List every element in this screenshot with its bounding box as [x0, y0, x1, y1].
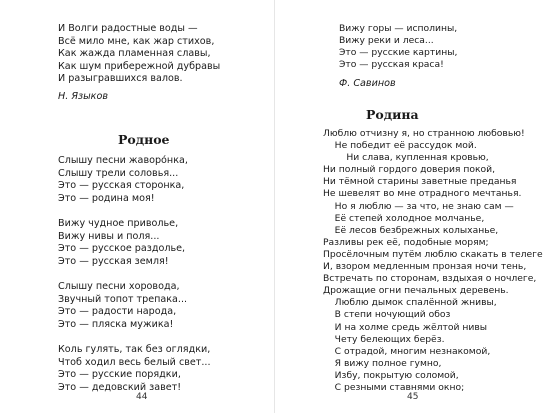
verse-line: Встречать по сторонам, вздыхая о ночлеге, — [323, 273, 537, 285]
verse-line: И разыгравшихся валов. — [58, 73, 183, 85]
verse-line: Это — русские картины, — [339, 47, 458, 59]
verse-line: Люблю дымок спалённой жнивы, — [323, 297, 497, 309]
verse-line: Коль гулять, так без оглядки, — [58, 343, 211, 355]
verse-line: В степи ночующий обоз — [323, 309, 451, 321]
verse-line: И, взором медленным пронзая ночи тень, — [323, 261, 527, 273]
verse-line: С резными ставнями окно; — [323, 381, 465, 393]
verse-line: Это — русское раздолье, — [58, 243, 186, 255]
verse-line: Чету белеющих берёз. — [323, 333, 445, 345]
stanza — [58, 344, 211, 394]
verse-line: Ни тёмной старины заветные преданья — [323, 176, 517, 188]
verse-line: И на холме средь жёлтой нивы — [323, 321, 488, 333]
verse-line: С отрадой, многим незнакомой, — [323, 345, 491, 357]
verse-line: Слышу песни жаворо́нка, — [58, 155, 188, 166]
verse-line: Вижу горы — исполины, — [339, 23, 458, 34]
page-number: 44 — [136, 392, 148, 402]
verse-line: Слышу песни хоровода, — [58, 280, 180, 292]
verse-line: Это — русская сторонка, — [58, 180, 185, 192]
right-page — [275, 0, 550, 413]
verse-line: Это — пляска мужика! — [58, 318, 174, 330]
verse-line: Это — русские порядки, — [58, 369, 181, 381]
verse-line: Не шевелят во мне отрадного мечтанья. — [323, 188, 522, 200]
page-number: 45 — [407, 392, 419, 402]
verse-line: Её лесов безбрежных колыханье, — [323, 224, 499, 236]
poem-body — [58, 155, 211, 394]
verse-line: Слышу трели соловья... — [58, 167, 179, 179]
verse-line: Звучный топот трепака... — [58, 293, 188, 305]
author-attribution: Ф. Савинов — [339, 78, 396, 89]
verse-line: Не победит её рассудок мой. — [323, 140, 477, 152]
verse-line: Её степей холодное молчанье, — [323, 212, 485, 224]
verse-line: Ни полный гордого доверия покой, — [323, 164, 496, 176]
verse-line: Вижу чудное приволье, — [58, 217, 179, 229]
verse-line: Это — радости народа, — [58, 306, 177, 318]
verse-line: Это — русская земля! — [58, 255, 169, 267]
verse-line: Ни слава, купленная кровью, — [323, 152, 489, 164]
verse-line: Просёлочным путём люблю скакать в телеге — [323, 248, 543, 260]
verse-line: Вижу нивы и поля... — [58, 230, 160, 242]
verse-line: Разливы рек её, подобные морям; — [323, 236, 489, 248]
verse-line: Я вижу полное гумно, — [323, 357, 442, 369]
stanza — [58, 218, 211, 268]
verse-line: Но я люблю — за что, не знаю сам — — [323, 200, 514, 212]
verse-line: Избу, покрытую соломой, — [323, 369, 459, 381]
verse-line: И Волги радостные воды — — [58, 23, 198, 34]
stanza-top — [58, 23, 220, 86]
verse-line: Чтоб ходил весь белый свет... — [58, 356, 211, 368]
verse-line: Это — дедовский завет! — [58, 381, 182, 393]
author-attribution: Н. Языков — [58, 91, 108, 102]
stanza-top — [339, 23, 457, 71]
poem-title: Родина — [366, 107, 419, 122]
verse-line: Это — русская краса! — [339, 59, 444, 71]
poem-body — [323, 128, 543, 394]
poem-title: Родное — [118, 132, 170, 147]
verse-line: Всё мило мне, как жар стихов, — [58, 35, 215, 47]
verse-line: Вижу реки и леса... — [339, 35, 434, 47]
verse-line: Это — родина моя! — [58, 192, 155, 204]
verse-line: Дрожащие огни печальных деревень. — [323, 285, 509, 297]
verse-line: Как шум прибережной дубравы — [58, 60, 221, 72]
stanza — [58, 155, 211, 205]
verse-line: Люблю отчизну я, но странною любовью! — [323, 128, 525, 139]
verse-line: Как жажда пламенная славы, — [58, 48, 211, 60]
stanza — [58, 281, 211, 331]
